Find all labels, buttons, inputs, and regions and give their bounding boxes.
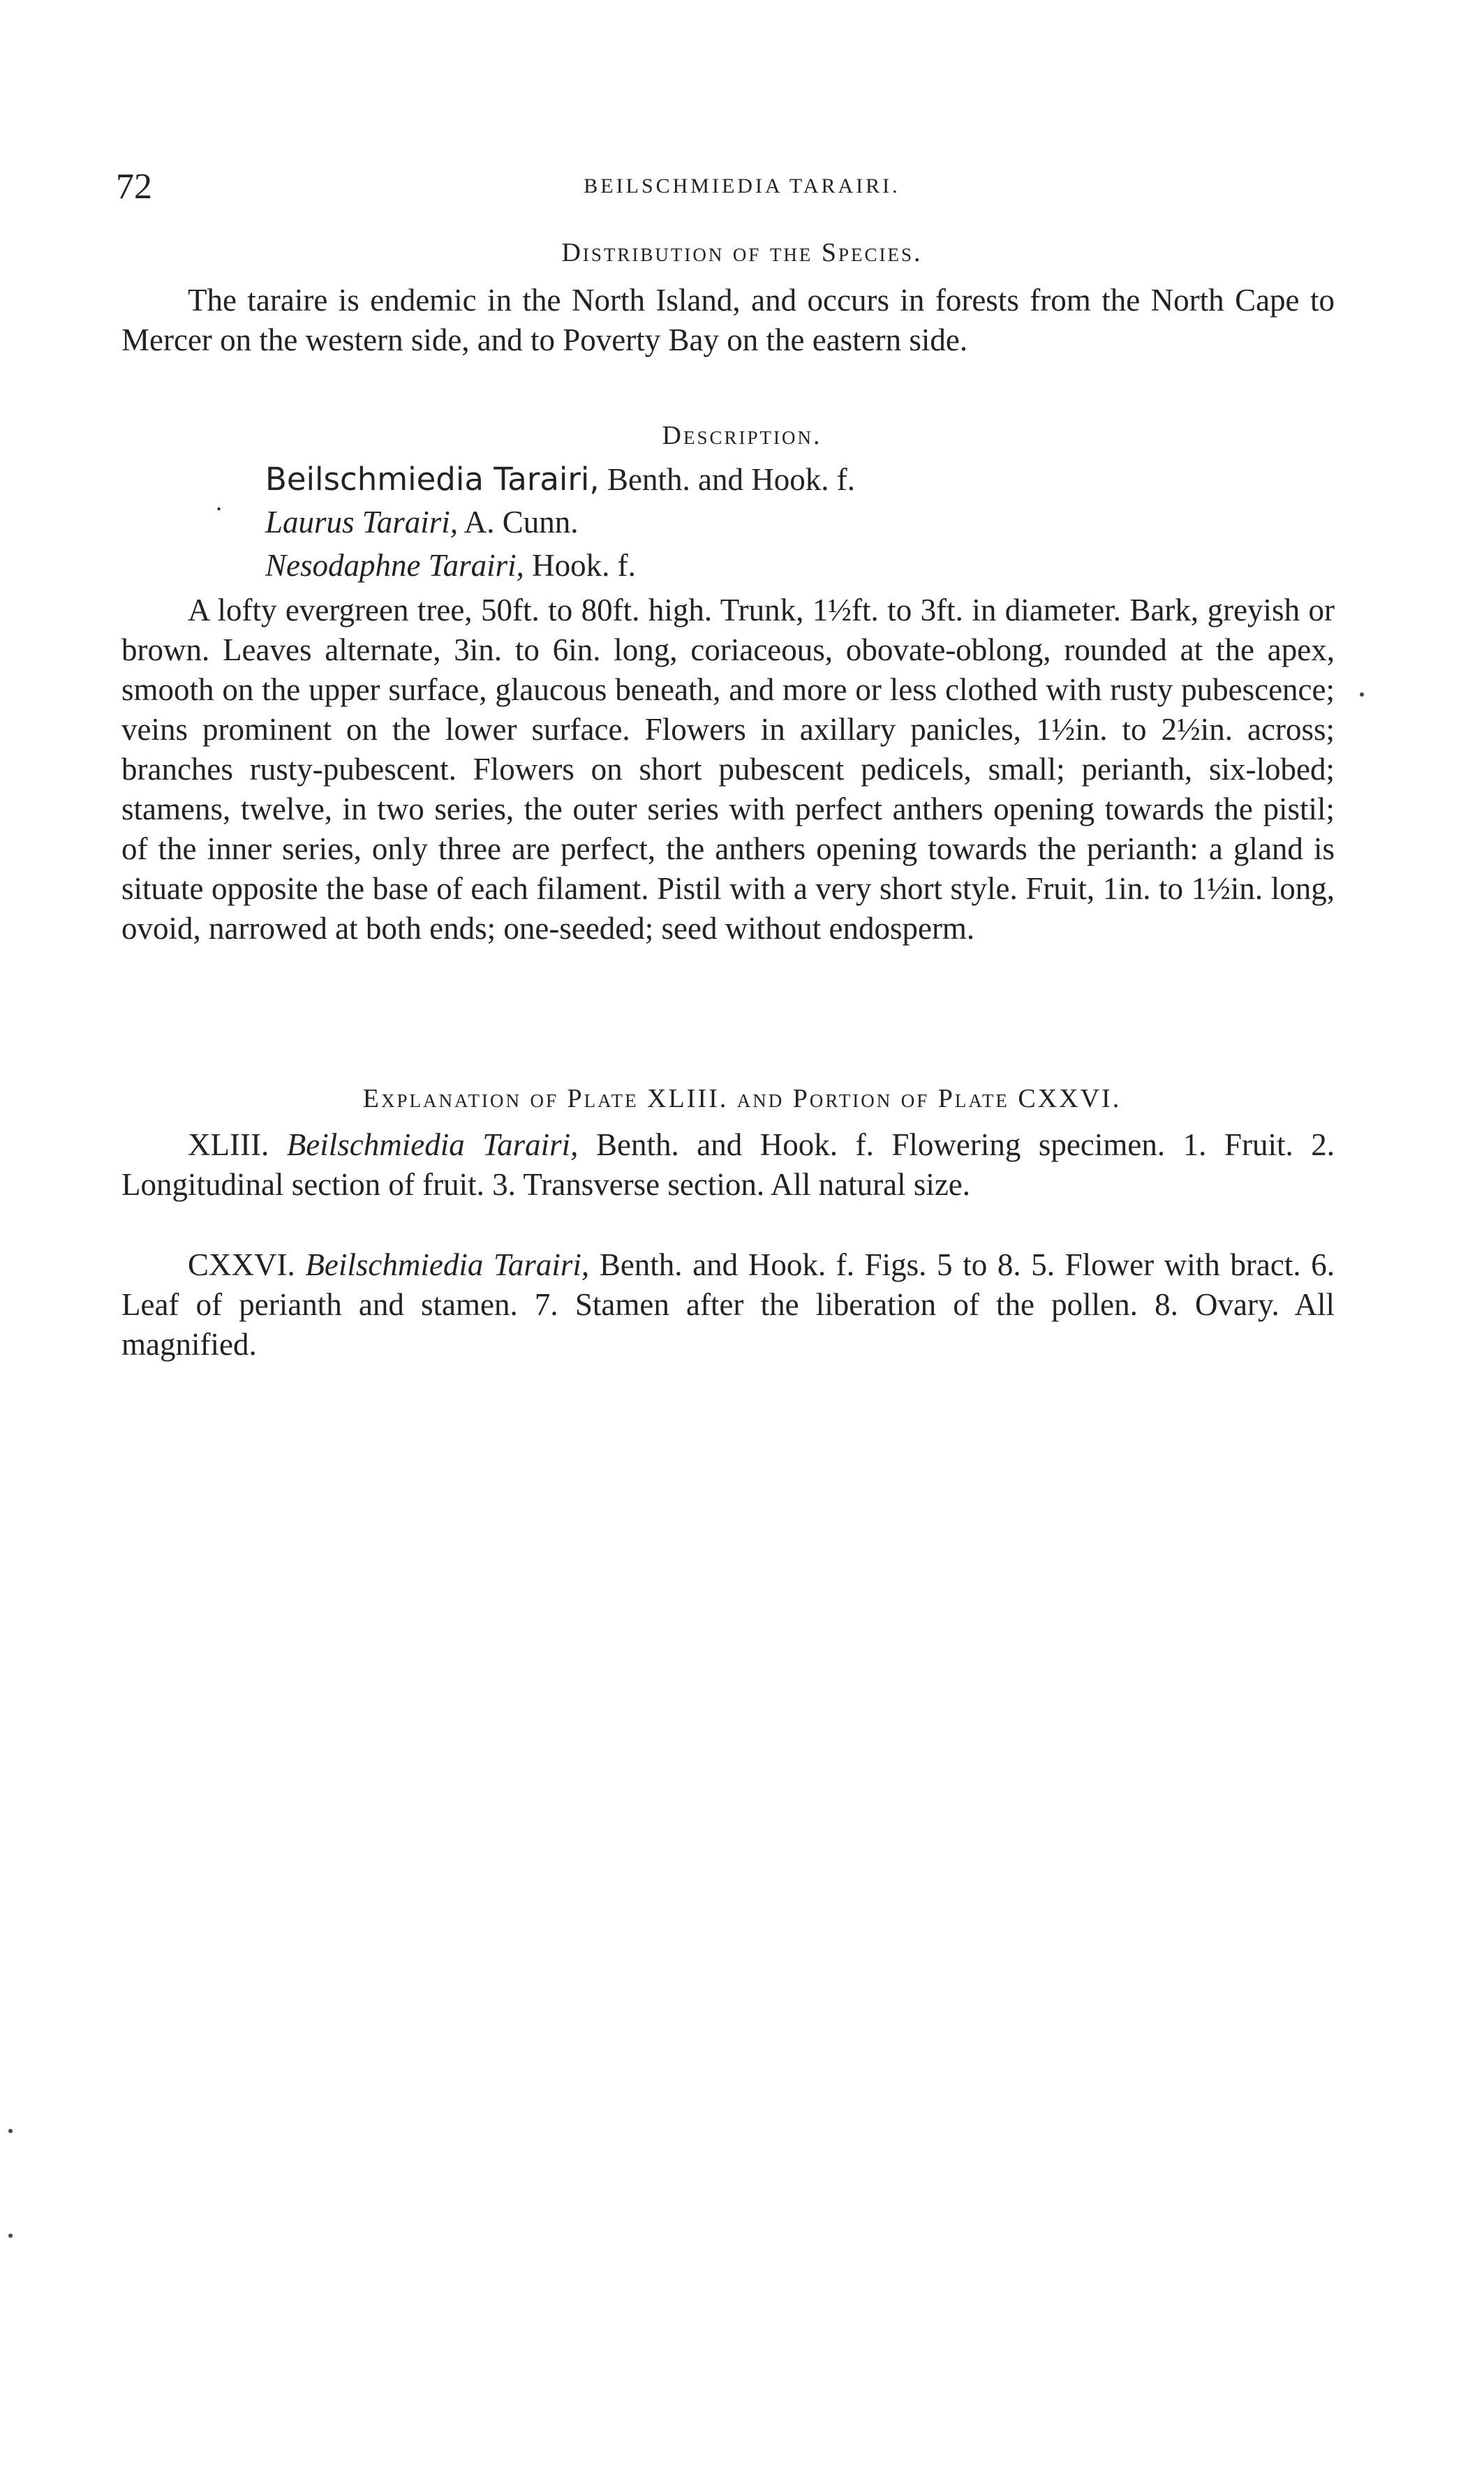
plate-xliii-paragraph	[121, 1125, 1335, 1205]
margin-mark: .	[216, 488, 222, 516]
plate-species-name: Beilschmiedia Tarairi,	[305, 1247, 590, 1282]
print-speck	[8, 2129, 13, 2133]
synonym-line-1	[265, 504, 579, 540]
plate-cxxvi-paragraph	[121, 1245, 1335, 1365]
synonym-line-2	[265, 547, 636, 584]
plate-caption: Benth. and Hook. f. Figs. 5 to 8. 5. Flower with bract. 6. Leaf of perianth and stamen. 7. Stamen after the liberation of the pollen. 8. Ovary. All magnified.	[121, 1247, 1335, 1362]
description-paragraph: A lofty evergreen tree, 50ft. to 80ft. high. Trunk, 1½ft. to 3ft. in diameter. Bark, greyish or brown. Leaves alternate, 3in. to 6in. long, coriaceous, obovate-oblong, rounded at the apex, smooth on the upper surface, glaucous beneath, and more or less clothed with rusty pubescence; veins prominent on the lower surface. Flowers in axillary panicles, 1½in. to 2½in. across; branches rusty-pubescent. Flowers on short pubescent pedicels, small; perianth, six-lobed; stamens, twelve, in two series, the outer series with perfect anthers opening towards the pistil; of the inner series, only three are perfect, the anthers opening towards the perianth: a gland is situate opposite the base of each filament. Pistil with a very short style. Fruit, 1in. to 1½in. long, ovoid, narrowed at both ends; one-seeded; seed without endosperm.	[121, 593, 1335, 946]
description-heading: Description.	[662, 421, 822, 450]
distribution-paragraph: The taraire is endemic in the North Island, and occurs in forests from the North Cape to Mercer on the western side, and to Poverty Bay on the eastern side.	[121, 283, 1335, 357]
explanation-heading: Explanation of Plate XLIII. and Portion of Plate CXXVI.	[362, 1084, 1122, 1113]
plate-species-name: Beilschmiedia Tarairi,	[286, 1127, 579, 1162]
accepted-name-authority: Benth. and Hook. f.	[607, 462, 855, 497]
plate-number: XLIII.	[188, 1127, 269, 1162]
running-title: BEILSCHMIEDIA TARAIRI.	[584, 174, 900, 198]
distribution-heading: Distribution of the Species.	[561, 238, 923, 267]
page-number: 72	[116, 167, 152, 207]
synonym-name: Laurus Tarairi,	[265, 505, 458, 540]
plate-number: CXXVI.	[188, 1247, 295, 1282]
print-speck	[8, 2234, 13, 2238]
synonym-authority: A. Cunn.	[463, 505, 579, 540]
plate-caption: Benth. and Hook. f. Flowering specimen. 1. Fruit. 2. Longitudinal section of fruit. 3. Transverse section. All natural size.	[121, 1127, 1335, 1202]
print-speck	[1360, 692, 1364, 697]
accepted-name: Beilschmiedia Tarairi,	[265, 461, 600, 498]
accepted-name-line	[265, 461, 855, 498]
synonym-name: Nesodaphne Tarairi,	[265, 548, 524, 583]
synonym-authority: Hook. f.	[532, 548, 636, 583]
